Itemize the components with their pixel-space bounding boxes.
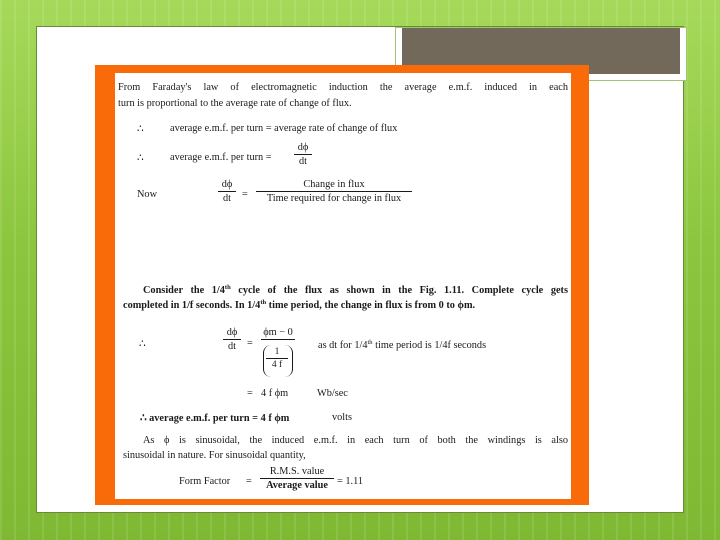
therefore-symbol: ∴ xyxy=(137,153,144,164)
fraction-denominator: 4 f xyxy=(271,360,283,370)
fraction-denominator: dt xyxy=(298,156,307,167)
form-factor-label: Form Factor xyxy=(179,476,231,487)
fraction-bar xyxy=(260,478,334,479)
therefore-symbol: ∴ xyxy=(139,339,146,350)
fraction-dphi-dt xyxy=(294,142,312,167)
equals-sign: = xyxy=(242,189,248,200)
therefore-symbol: ∴ xyxy=(137,124,144,135)
fraction-rms-over-average xyxy=(260,466,334,491)
form-factor-value: = 1.11 xyxy=(337,476,364,487)
fraction-denominator: Time required for change in flux xyxy=(266,193,402,204)
fraction-flux-over-period xyxy=(261,327,295,341)
fraction-numerator: Change in flux xyxy=(303,179,365,190)
fraction-dphi-dt xyxy=(223,327,241,352)
fraction-numerator: ϕm − 0 xyxy=(263,327,293,338)
fraction-bar xyxy=(266,358,288,359)
step2-text: average e.m.f. per turn = xyxy=(170,152,272,163)
equals-sign: = xyxy=(247,388,253,399)
fraction-denominator: dt xyxy=(222,193,231,204)
average-emf-result: ∴ average e.m.f. per turn = 4 f ϕm xyxy=(140,413,290,424)
fraction-numerator: dϕ xyxy=(221,179,233,190)
fraction-denominator: Average value xyxy=(266,480,328,491)
fraction-numerator: 1 xyxy=(274,347,280,357)
fraction-bar xyxy=(261,339,295,340)
fraction-dphi-dt xyxy=(218,179,236,204)
fraction-bar xyxy=(223,339,241,340)
consider-line-1: Consider the 1/4th cycle of the flux as shown in the Fig. 1.11. Complete cycle gets xyxy=(143,284,568,296)
result-expression: 4 f ϕm xyxy=(261,388,289,399)
sinusoidal-line-2: sinusoidal in nature. For sinusoidal quantity, xyxy=(123,450,306,461)
intro-line-1: From Faraday's law of electromagnetic induction the average e.m.f. induced in each xyxy=(118,82,568,93)
fraction-bar xyxy=(218,191,236,192)
fraction-bar xyxy=(294,154,312,155)
dt-note: as dt for 1/4th time period is 1/4f seconds xyxy=(318,339,487,351)
fraction-denominator: dt xyxy=(227,341,236,352)
intro-line-2: turn is proportional to the average rate of change of flux. xyxy=(118,98,352,109)
sinusoidal-line-1: As ϕ is sinusoidal, the induced e.m.f. in each turn of both the windings is also xyxy=(143,435,568,446)
now-label: Now xyxy=(137,189,158,200)
fraction-numerator: R.M.S. value xyxy=(269,466,325,477)
volts-unit: volts xyxy=(332,412,353,423)
fraction-change-over-time xyxy=(256,179,412,204)
fraction-numerator: dϕ xyxy=(226,327,238,338)
consider-line-2: completed in 1/f seconds. In 1/4th time period, the change in flux is from 0 to ϕm. xyxy=(123,299,476,311)
result-unit: Wb/sec xyxy=(317,388,348,399)
equals-sign: = xyxy=(247,338,253,349)
scanned-page-frame xyxy=(95,65,589,505)
fraction-numerator: dϕ xyxy=(297,142,309,153)
scanned-page xyxy=(115,73,571,499)
fraction-one-over-4f xyxy=(266,347,288,370)
fraction-bar xyxy=(256,191,412,192)
equals-sign: = xyxy=(246,476,252,487)
step1-text: average e.m.f. per turn = average rate of change of flux xyxy=(170,123,398,134)
